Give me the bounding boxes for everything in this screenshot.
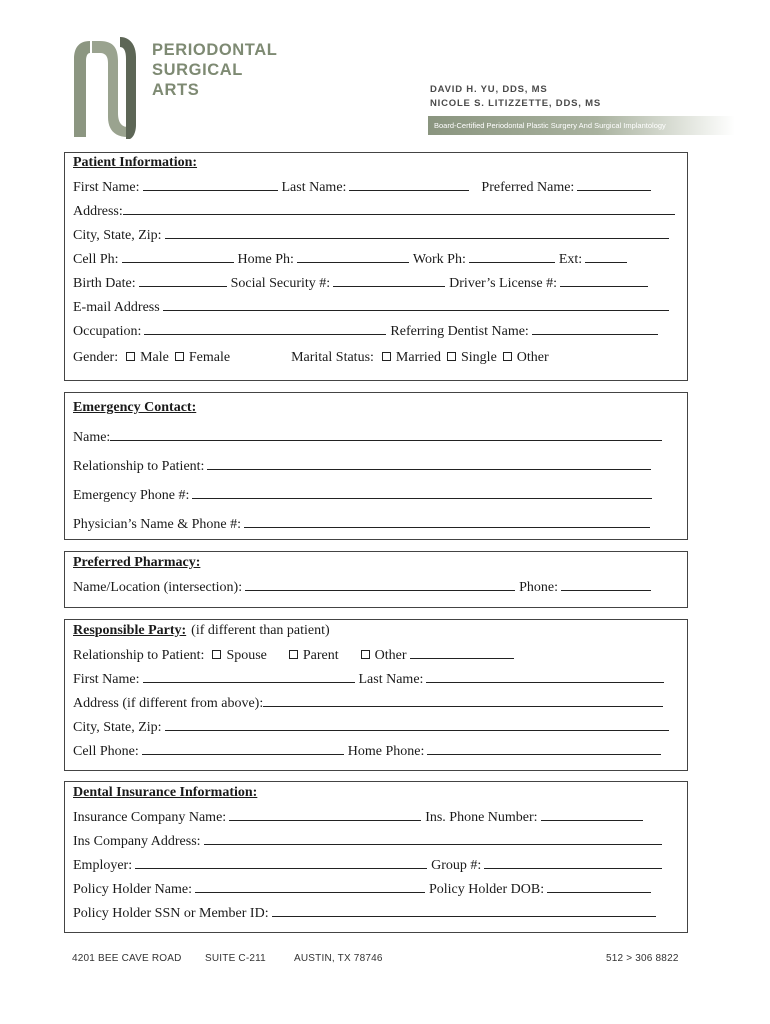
responsible-other-label: Other xyxy=(374,648,407,663)
policy-holder-ssn-label: Policy Holder SSN or Member ID: xyxy=(73,906,269,921)
policy-holder-name-label: Policy Holder Name: xyxy=(73,882,192,897)
cell-phone-label: Cell Ph: xyxy=(73,252,119,267)
ext-field[interactable] xyxy=(585,251,627,263)
practice-name-line3: ARTS xyxy=(152,81,200,99)
birth-date-field[interactable] xyxy=(139,275,227,287)
policy-holder-name-field[interactable] xyxy=(195,881,425,893)
address-label: Address: xyxy=(73,204,123,219)
email-label: E-mail Address xyxy=(73,300,160,315)
pharmacy-location-label: Name/Location (intersection): xyxy=(73,580,243,595)
physician-field[interactable] xyxy=(244,516,650,528)
practice-logo-icon xyxy=(70,33,138,139)
section-title: Preferred Pharmacy: xyxy=(73,555,201,570)
policy-holder-dob-field[interactable] xyxy=(547,881,651,893)
work-phone-label: Work Ph: xyxy=(412,252,466,267)
home-phone-field[interactable] xyxy=(297,251,409,263)
practice-name-line2: SURGICAL xyxy=(152,61,243,79)
insurance-company-address-field[interactable] xyxy=(204,833,662,845)
ssn-label: Social Security #: xyxy=(230,276,331,291)
emergency-phone-label: Emergency Phone #: xyxy=(73,488,190,503)
preferred-name-label: Preferred Name: xyxy=(481,180,575,195)
responsible-home-phone-field[interactable] xyxy=(427,743,661,755)
referring-dentist-field[interactable] xyxy=(532,323,658,335)
responsible-city-state-zip-label: City, State, Zip: xyxy=(73,720,162,735)
responsible-home-phone-label: Home Phone: xyxy=(347,744,425,759)
pharmacy-phone-field[interactable] xyxy=(561,579,651,591)
last-name-field[interactable] xyxy=(349,179,469,191)
insurance-company-name-field[interactable] xyxy=(229,809,421,821)
first-name-label: First Name: xyxy=(73,180,140,195)
section-title: Dental Insurance Information: xyxy=(73,785,258,800)
responsible-address-label: Address (if different from above): xyxy=(73,696,264,711)
doctor-name: DAVID H. YU, DDS, MS xyxy=(430,84,548,95)
employer-field[interactable] xyxy=(135,857,427,869)
occupation-label: Occupation: xyxy=(73,324,142,339)
insurance-company-name-label: Insurance Company Name: xyxy=(73,810,227,825)
tagline: Board-Certified Periodontal Plastic Surgery And Surgical Implantology xyxy=(434,121,666,130)
first-name-field[interactable] xyxy=(143,179,278,191)
preferred-name-field[interactable] xyxy=(577,179,651,191)
policy-holder-ssn-field[interactable] xyxy=(272,905,656,917)
marital-married-label: Married xyxy=(395,350,441,365)
footer-phone: 512 > 306 8822 xyxy=(606,953,679,964)
marital-single-checkbox[interactable] xyxy=(447,352,456,361)
footer-suite: SUITE C-211 xyxy=(205,953,266,964)
dental-insurance-section xyxy=(64,781,688,933)
responsible-first-name-field[interactable] xyxy=(143,671,355,683)
marital-other-checkbox[interactable] xyxy=(503,352,512,361)
preferred-pharmacy-section xyxy=(64,551,688,608)
responsible-first-name-label: First Name: xyxy=(73,672,140,687)
responsible-relationship-label: Relationship to Patient: xyxy=(73,648,205,663)
birth-date-label: Birth Date: xyxy=(73,276,136,291)
emergency-relationship-field[interactable] xyxy=(207,458,651,470)
responsible-note: (if different than patient) xyxy=(191,623,330,638)
last-name-label: Last Name: xyxy=(281,180,347,195)
emergency-name-field[interactable] xyxy=(110,429,662,441)
doctor-list xyxy=(430,83,601,111)
cell-phone-field[interactable] xyxy=(122,251,234,263)
gender-male-checkbox[interactable] xyxy=(126,352,135,361)
marital-married-checkbox[interactable] xyxy=(382,352,391,361)
employer-label: Employer: xyxy=(73,858,133,873)
address-field[interactable] xyxy=(123,203,675,215)
pharmacy-phone-label: Phone: xyxy=(519,580,558,595)
insurance-phone-field[interactable] xyxy=(541,809,643,821)
insurance-phone-label: Ins. Phone Number: xyxy=(425,810,538,825)
emergency-phone-field[interactable] xyxy=(192,487,652,499)
physician-label: Physician’s Name & Phone #: xyxy=(73,517,241,532)
drivers-license-label: Driver’s License #: xyxy=(449,276,557,291)
practice-name-line1: PERIODONTAL xyxy=(152,41,278,59)
group-number-label: Group #: xyxy=(431,858,482,873)
work-phone-field[interactable] xyxy=(469,251,555,263)
group-number-field[interactable] xyxy=(484,857,662,869)
gender-female-checkbox[interactable] xyxy=(175,352,184,361)
responsible-last-name-label: Last Name: xyxy=(358,672,424,687)
section-title: Patient Information: xyxy=(73,155,198,170)
pharmacy-location-field[interactable] xyxy=(245,579,515,591)
responsible-city-state-zip-field[interactable] xyxy=(165,719,669,731)
doctor-name: NICOLE S. LITIZZETTE, DDS, MS xyxy=(430,98,601,109)
section-title: Responsible Party: xyxy=(73,623,187,638)
insurance-company-address-label: Ins Company Address: xyxy=(73,834,201,849)
gender-male-label: Male xyxy=(140,350,169,365)
responsible-address-field[interactable] xyxy=(263,695,663,707)
drivers-license-field[interactable] xyxy=(560,275,648,287)
responsible-parent-checkbox[interactable] xyxy=(289,650,298,659)
responsible-last-name-field[interactable] xyxy=(426,671,664,683)
ext-label: Ext: xyxy=(558,252,583,267)
emergency-relationship-label: Relationship to Patient: xyxy=(73,459,205,474)
footer-city: AUSTIN, TX 78746 xyxy=(294,953,383,964)
policy-holder-dob-label: Policy Holder DOB: xyxy=(428,882,545,897)
emergency-name-label: Name: xyxy=(73,430,111,445)
responsible-cell-phone-field[interactable] xyxy=(142,743,344,755)
marital-single-label: Single xyxy=(461,350,497,365)
gender-female-label: Female xyxy=(188,350,231,365)
responsible-cell-phone-label: Cell Phone: xyxy=(73,744,139,759)
responsible-parent-label: Parent xyxy=(302,648,339,663)
responsible-spouse-label: Spouse xyxy=(226,648,267,663)
email-field[interactable] xyxy=(163,299,669,311)
responsible-other-field[interactable] xyxy=(410,647,514,659)
marital-status-label: Marital Status: xyxy=(291,350,374,365)
gender-label: Gender: xyxy=(73,350,119,365)
city-state-zip-label: City, State, Zip: xyxy=(73,228,162,243)
emergency-contact-section xyxy=(64,392,688,540)
patient-information-section xyxy=(64,152,688,381)
ssn-field[interactable] xyxy=(333,275,445,287)
footer-street: 4201 BEE CAVE ROAD xyxy=(72,953,182,964)
home-phone-label: Home Ph: xyxy=(237,252,294,267)
practice-name xyxy=(152,40,277,100)
referring-dentist-label: Referring Dentist Name: xyxy=(390,324,529,339)
responsible-spouse-checkbox[interactable] xyxy=(212,650,221,659)
occupation-field[interactable] xyxy=(144,323,386,335)
marital-other-label: Other xyxy=(516,350,549,365)
responsible-party-section xyxy=(64,619,688,771)
city-state-zip-field[interactable] xyxy=(165,227,669,239)
section-title: Emergency Contact: xyxy=(73,400,197,415)
responsible-other-checkbox[interactable] xyxy=(361,650,370,659)
